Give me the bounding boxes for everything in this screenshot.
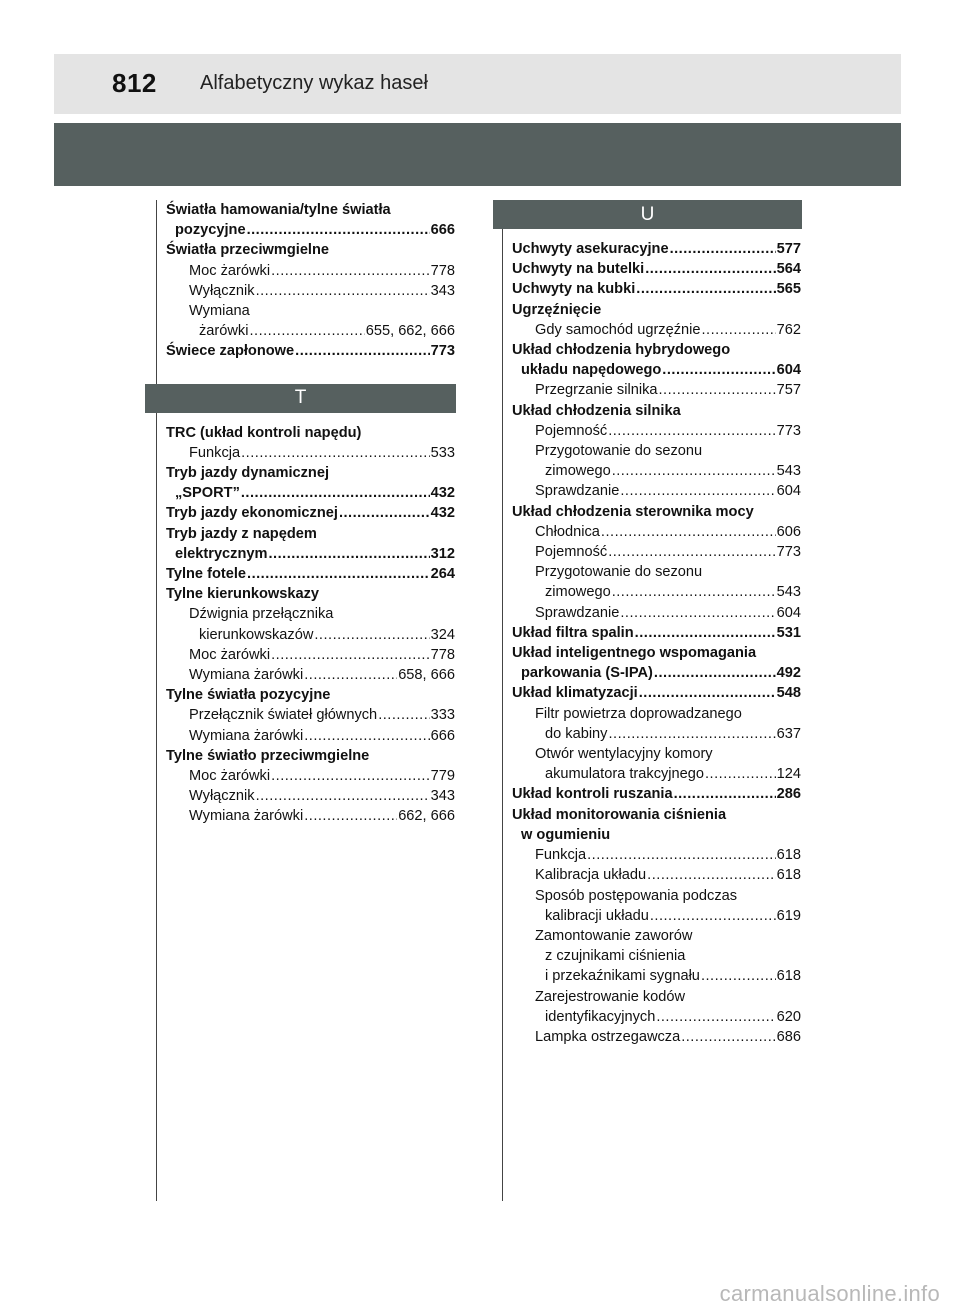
index-entry <box>503 966 803 986</box>
index-entry <box>157 423 457 443</box>
entry-text: układu napędowego <box>521 362 662 379</box>
leader-dots <box>339 503 430 523</box>
watermark: carmanualsonline.info <box>719 1281 940 1306</box>
index-entry <box>503 562 803 582</box>
entry-page-ref: 432 <box>430 505 455 522</box>
page-title: Alfabetyczny wykaz haseł <box>200 72 428 94</box>
letter-heading-t: T <box>145 384 456 413</box>
entry-page-ref: 124 <box>776 766 801 783</box>
index-entry <box>503 764 803 784</box>
index-entry <box>503 340 803 360</box>
entry-text: do kabiny <box>545 725 608 742</box>
entry-page-ref: 324 <box>430 626 455 643</box>
index-entry <box>157 503 457 523</box>
leader-dots <box>645 259 775 279</box>
entry-text: Ugrzęźnięcie <box>512 301 602 318</box>
entry-text: Układ chłodzenia silnika <box>512 402 681 419</box>
leader-dots <box>249 321 364 341</box>
entry-text: Tryb jazdy dynamicznej <box>166 465 330 482</box>
entry-text: Moc żarówki <box>189 768 271 785</box>
index-column-left <box>156 200 457 1201</box>
entry-page-ref: 762 <box>776 321 801 338</box>
header-band <box>54 123 901 186</box>
index-entry <box>503 805 803 825</box>
entry-text: Dźwignia przełącznika <box>189 606 334 623</box>
leader-dots <box>620 603 775 623</box>
index-entry <box>503 320 803 340</box>
index-entry <box>503 623 803 643</box>
index-entry <box>157 524 457 544</box>
entry-page-ref: 618 <box>776 867 801 884</box>
entry-page-ref: 343 <box>430 282 455 299</box>
entry-text: Uchwyty na butelki <box>512 261 645 278</box>
entry-text: „SPORT” <box>175 485 240 502</box>
entry-text: Tylne kierunkowskazy <box>166 586 320 603</box>
index-entry <box>157 220 457 240</box>
leader-dots <box>670 239 776 259</box>
index-entry <box>503 906 803 926</box>
entry-page-ref: 286 <box>776 786 801 803</box>
leader-dots <box>608 421 775 441</box>
entry-page-ref: 264 <box>430 566 455 583</box>
entry-text: kierunkowskazów <box>199 626 314 643</box>
entry-text: Przygotowanie do sezonu <box>535 443 703 460</box>
entry-text: Moc żarówki <box>189 646 271 663</box>
leader-dots <box>656 1007 775 1027</box>
entry-text: zimowego <box>545 463 611 480</box>
index-entry <box>157 341 457 361</box>
entry-text: Pojemność <box>535 544 608 561</box>
entry-page-ref: 432 <box>430 485 455 502</box>
index-entry <box>157 463 457 483</box>
index-entry <box>157 806 457 826</box>
entry-page-ref: 773 <box>430 343 455 360</box>
entry-page-ref: 655, 662, 666 <box>365 323 455 340</box>
index-entry <box>157 584 457 604</box>
entry-page-ref: 773 <box>776 544 801 561</box>
index-entry <box>503 603 803 623</box>
entry-page-ref: 778 <box>430 646 455 663</box>
entry-text: Pojemność <box>535 422 608 439</box>
index-entry <box>503 663 803 683</box>
leader-dots <box>635 623 776 643</box>
entry-page-ref: 686 <box>776 1028 801 1045</box>
entry-text: Wymiana żarówki <box>189 727 304 744</box>
entry-text: Sprawdzanie <box>535 604 620 621</box>
entry-page-ref: 343 <box>430 788 455 805</box>
index-entry <box>157 544 457 564</box>
index-entry <box>157 200 457 220</box>
entry-page-ref: 604 <box>776 604 801 621</box>
entry-text: parkowania (S-IPA) <box>521 665 653 682</box>
index-entry <box>503 865 803 885</box>
entry-text: Światła hamowania/tylne światła <box>166 202 391 218</box>
entry-page-ref: 548 <box>776 685 801 702</box>
page-number: 812 <box>112 68 157 98</box>
index-entry <box>157 746 457 766</box>
entry-page-ref: 773 <box>776 422 801 439</box>
entry-text: Zamontowanie zaworów <box>535 927 693 944</box>
leader-dots <box>608 724 775 744</box>
index-entry <box>157 483 457 503</box>
index-entry <box>157 665 457 685</box>
entry-page-ref: 662, 666 <box>398 808 455 825</box>
letter-heading-u: U <box>493 200 802 229</box>
index-entry <box>503 360 803 380</box>
entry-text: Kalibracja układu <box>535 867 647 884</box>
entry-text: Zarejestrowanie kodów <box>535 988 686 1005</box>
index-entry <box>503 926 803 946</box>
entry-text: Układ inteligentnego wspomagania <box>512 645 757 662</box>
leader-dots <box>271 645 430 665</box>
header-bar <box>54 54 901 114</box>
entry-text: Wymiana żarówki <box>189 808 304 825</box>
entry-text: w ogumieniu <box>521 826 611 843</box>
entry-page-ref: 543 <box>776 584 801 601</box>
leader-dots <box>241 483 430 503</box>
index-entry <box>157 261 457 281</box>
index-entry <box>157 564 457 584</box>
index-entry <box>503 259 803 279</box>
leader-dots <box>256 281 430 301</box>
index-entry <box>503 724 803 744</box>
entry-text: Tylne światła pozycyjne <box>166 687 331 704</box>
entry-page-ref: 564 <box>776 261 801 278</box>
entry-text: z czujnikami ciśnienia <box>545 948 686 965</box>
entry-text: Wymiana <box>189 303 250 320</box>
index-entry <box>503 946 803 966</box>
leader-dots <box>647 865 775 885</box>
entry-text: Gdy samochód ugrzęźnie <box>535 321 701 338</box>
index-entry <box>503 683 803 703</box>
entry-text: Świece zapłonowe <box>166 343 295 360</box>
index-entry <box>503 441 803 461</box>
entry-page-ref: 312 <box>430 545 455 562</box>
entry-text: Wyłącznik <box>189 282 255 299</box>
entry-page-ref: 565 <box>776 281 801 298</box>
entry-text: Układ filtra spalin <box>512 624 634 641</box>
entry-text: identyfikacyjnych <box>545 1008 656 1025</box>
entry-text: kalibracji układu <box>545 907 649 924</box>
index-entry <box>157 685 457 705</box>
leader-dots <box>674 784 776 804</box>
entry-text: Tryb jazdy ekonomicznej <box>166 505 338 522</box>
entry-page-ref: 779 <box>430 768 455 785</box>
index-entry <box>503 300 803 320</box>
leader-dots <box>271 766 430 786</box>
entry-text: i przekaźnikami sygnału <box>545 968 700 985</box>
leader-dots <box>650 906 776 926</box>
entry-text: Układ monitorowania ciśnienia <box>512 806 727 823</box>
index-entry <box>157 604 457 624</box>
entry-text: Przygotowanie do sezonu <box>535 564 703 581</box>
entry-page-ref: 666 <box>430 727 455 744</box>
index-entry <box>503 744 803 764</box>
entry-page-ref: 658, 666 <box>398 667 455 684</box>
entry-text: żarówki <box>199 323 249 340</box>
index-entry <box>503 845 803 865</box>
index-entry <box>503 239 803 259</box>
index-entry <box>157 443 457 463</box>
entry-text: Wymiana żarówki <box>189 667 304 684</box>
entry-text: Układ kontroli ruszania <box>512 786 673 803</box>
entry-text: Lampka ostrzegawcza <box>535 1028 681 1045</box>
entry-text: Tylne światło przeciwmgielne <box>166 747 370 764</box>
index-entry <box>503 461 803 481</box>
entry-text: zimowego <box>545 584 611 601</box>
entry-text: Układ chłodzenia hybrydowego <box>512 342 731 359</box>
index-entry <box>503 582 803 602</box>
leader-dots <box>378 705 429 725</box>
leader-dots <box>662 360 775 380</box>
index-entry <box>157 281 457 301</box>
index-entry <box>157 625 457 645</box>
entry-text: Sposób postępowania podczas <box>535 887 738 904</box>
entry-text: elektrycznym <box>175 545 268 562</box>
index-entry <box>503 1007 803 1027</box>
entry-text: Wyłącznik <box>189 788 255 805</box>
index-entry <box>157 726 457 746</box>
entry-text: Tryb jazdy z napędem <box>166 525 317 542</box>
entry-text: Przełącznik świateł głównych <box>189 707 378 724</box>
leader-dots <box>705 764 776 784</box>
index-list-s <box>157 200 457 362</box>
leader-dots <box>620 481 775 501</box>
index-entry <box>157 645 457 665</box>
index-entry <box>503 784 803 804</box>
leader-dots <box>639 683 776 703</box>
entry-text: Funkcja <box>535 847 587 864</box>
entry-text: Filtr powietrza doprowadzanego <box>535 705 742 722</box>
entry-page-ref: 333 <box>430 707 455 724</box>
index-entry <box>503 481 803 501</box>
entry-page-ref: 577 <box>776 241 801 257</box>
index-entry <box>503 279 803 299</box>
index-entry <box>157 705 457 725</box>
leader-dots <box>247 564 430 584</box>
leader-dots <box>247 220 430 240</box>
index-entry <box>503 401 803 421</box>
entry-page-ref: 531 <box>776 624 801 641</box>
entry-page-ref: 618 <box>776 968 801 985</box>
leader-dots <box>304 726 429 746</box>
index-list-u <box>503 239 803 1047</box>
leader-dots <box>636 279 775 299</box>
index-entry <box>503 380 803 400</box>
leader-dots <box>654 663 776 683</box>
entry-text: Moc żarówki <box>189 262 271 279</box>
index-entry <box>157 240 457 260</box>
index-entry <box>157 766 457 786</box>
entry-page-ref: 637 <box>776 725 801 742</box>
leader-dots <box>314 625 429 645</box>
entry-page-ref: 666 <box>430 222 455 239</box>
entry-text: Funkcja <box>189 444 241 461</box>
entry-text: Tylne fotele <box>166 566 247 583</box>
entry-text: Sprawdzanie <box>535 483 620 500</box>
leader-dots <box>295 341 430 361</box>
index-entry <box>503 704 803 724</box>
index-entry <box>503 825 803 845</box>
entry-text: Światła przeciwmgielne <box>166 242 330 259</box>
leader-dots <box>304 665 397 685</box>
leader-dots <box>701 320 775 340</box>
index-entry <box>503 502 803 522</box>
index-entry <box>503 1027 803 1047</box>
entry-page-ref: 620 <box>776 1008 801 1025</box>
entry-text: Otwór wentylacyjny komory <box>535 746 713 763</box>
entry-page-ref: 606 <box>776 523 801 540</box>
entry-page-ref: 618 <box>776 847 801 864</box>
entry-page-ref: 778 <box>430 262 455 279</box>
leader-dots <box>701 966 776 986</box>
leader-dots <box>241 443 430 463</box>
entry-page-ref: 757 <box>776 382 801 399</box>
entry-text: Układ chłodzenia sterownika mocy <box>512 503 754 520</box>
entry-page-ref: 492 <box>776 665 801 682</box>
index-entry <box>503 886 803 906</box>
entry-text: Uchwyty asekuracyjne <box>512 241 669 257</box>
leader-dots <box>612 461 776 481</box>
entry-text: akumulatora trakcyjnego <box>545 766 704 783</box>
entry-text: Przegrzanie silnika <box>535 382 658 399</box>
index-entry <box>503 421 803 441</box>
entry-text: pozycyjne <box>175 222 246 239</box>
leader-dots <box>612 582 776 602</box>
index-column-right <box>502 200 803 1201</box>
index-entry <box>157 786 457 806</box>
entry-text: Układ klimatyzacji <box>512 685 638 702</box>
index-entry <box>157 321 457 341</box>
leader-dots <box>681 1027 775 1047</box>
leader-dots <box>304 806 397 826</box>
leader-dots <box>587 845 776 865</box>
entry-text: TRC (układ kontroli napędu) <box>166 424 362 441</box>
leader-dots <box>601 522 776 542</box>
leader-dots <box>658 380 775 400</box>
entry-page-ref: 533 <box>430 444 455 461</box>
entry-text: Chłodnica <box>535 523 600 540</box>
index-entry <box>503 522 803 542</box>
leader-dots <box>256 786 430 806</box>
leader-dots <box>608 542 775 562</box>
entry-text: Uchwyty na kubki <box>512 281 636 298</box>
index-entry <box>503 643 803 663</box>
leader-dots <box>268 544 429 564</box>
entry-page-ref: 604 <box>776 362 801 379</box>
entry-page-ref: 604 <box>776 483 801 500</box>
index-entry <box>157 301 457 321</box>
index-entry <box>503 542 803 562</box>
leader-dots <box>271 261 430 281</box>
index-list-t <box>157 423 457 827</box>
index-entry <box>503 987 803 1007</box>
entry-page-ref: 543 <box>776 463 801 480</box>
entry-page-ref: 619 <box>776 907 801 924</box>
